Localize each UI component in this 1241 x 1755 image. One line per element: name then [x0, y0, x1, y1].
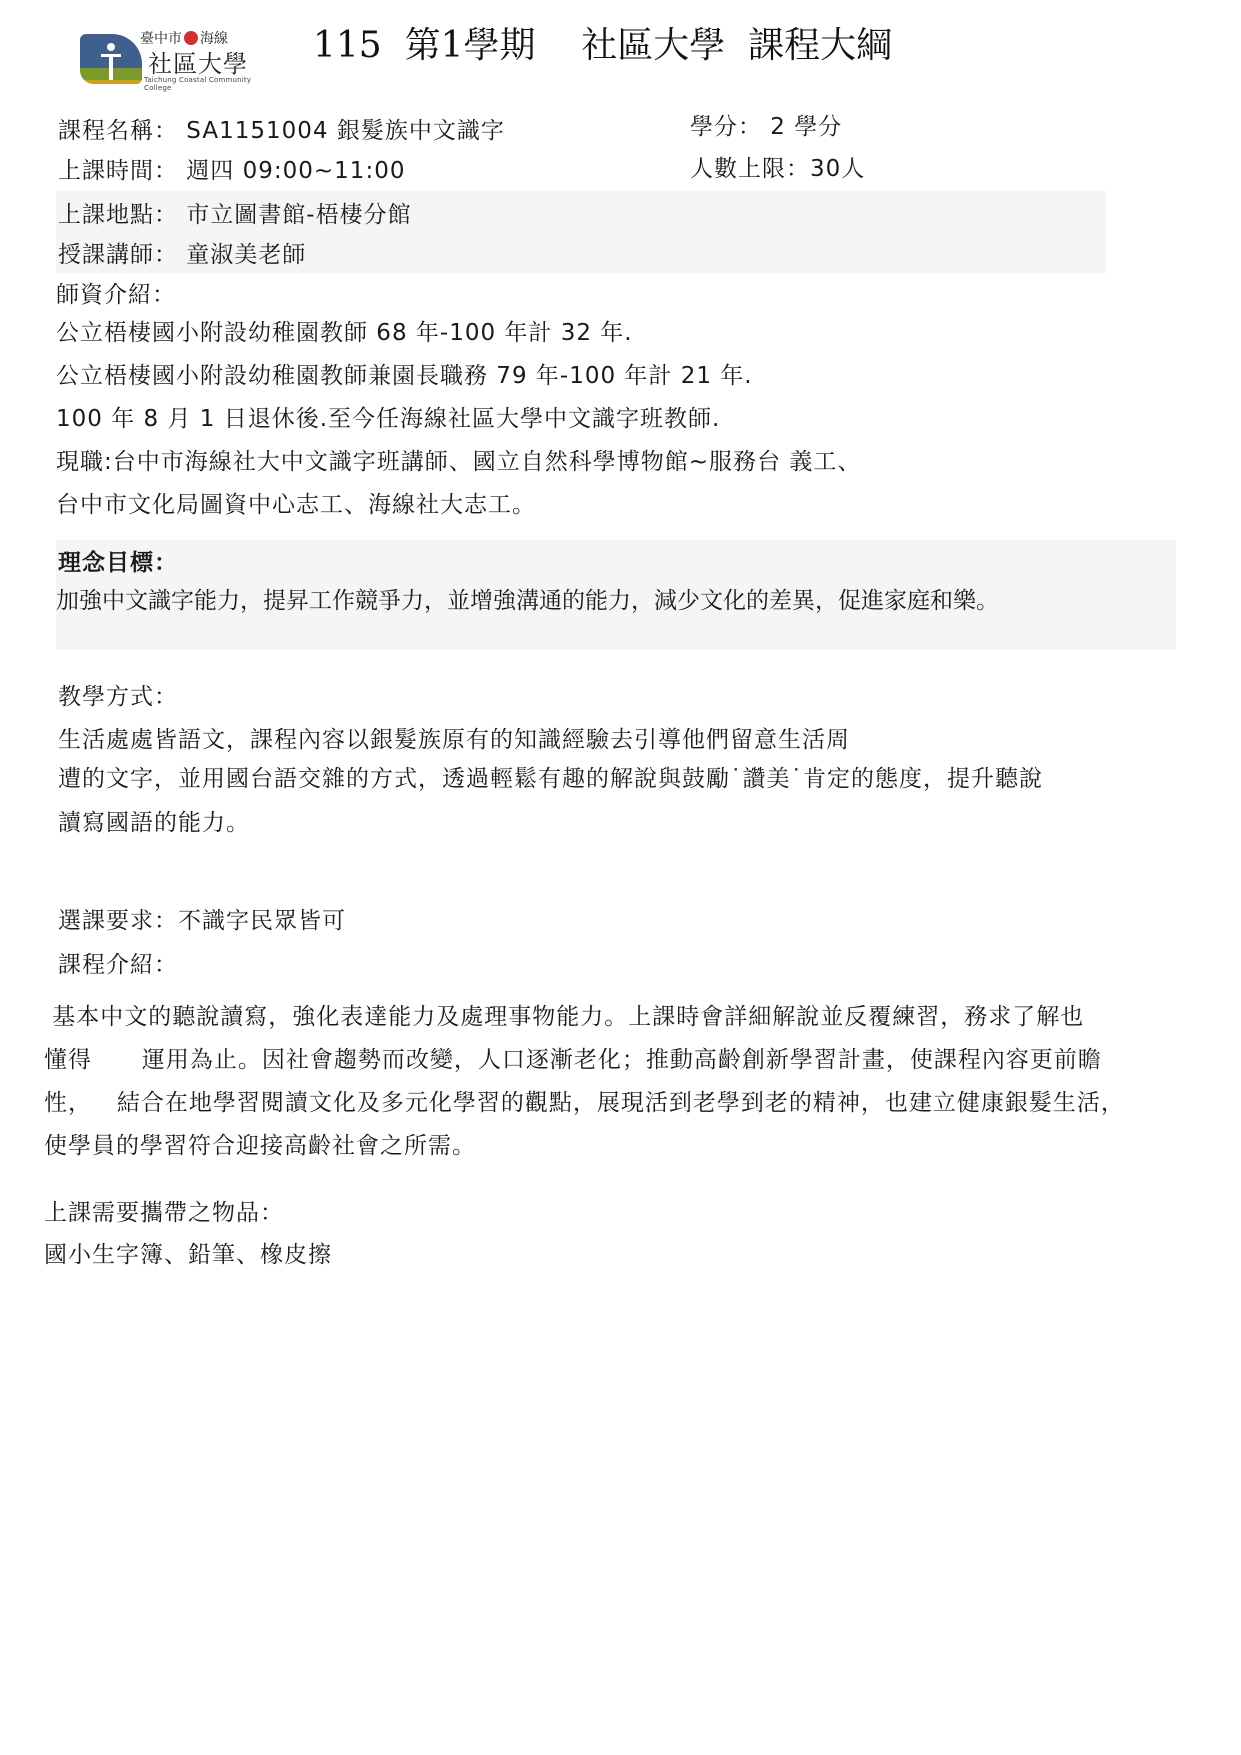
course-teacher: 授課講師： 童淑美老師 [58, 242, 307, 268]
requirements-line: 選課要求：不識字民眾皆可 [58, 908, 346, 934]
course-credits: 學分： 2 學分 [690, 114, 843, 140]
bio-heading: 師資介紹： [56, 282, 176, 308]
goals-heading: 理念目標： [58, 550, 178, 576]
intro-line: 基本中文的聽說讀寫，強化表達能力及處理事物能力。上課時會詳細解說並反覆練習，務求了解也 [44, 1004, 1085, 1030]
teaching-line: 生活處處皆語文，課程內容以銀髮族原有的知識經驗去引導他們留意生活周 [58, 727, 850, 753]
teaching-heading: 教學方式： [58, 684, 178, 710]
logo-badge-icon [184, 31, 198, 45]
page-title: 115 第1學期 社區大學 課程大綱 [313, 25, 893, 66]
materials-heading: 上課需要攜帶之物品： [44, 1200, 284, 1226]
bio-line: 台中市文化局圖資中心志工、海線社大志工。 [56, 492, 536, 518]
materials-items: 國小生字簿、鉛筆、橡皮擦 [44, 1242, 332, 1268]
bio-line: 公立梧棲國小附設幼稚園教師 68 年-100 年計 32 年. [56, 320, 633, 346]
logo-emblem [80, 34, 142, 84]
logo-name: 社區大學 [148, 50, 248, 78]
course-time: 上課時間： 週四 09:00~11:00 [58, 158, 406, 184]
teaching-line: 讀寫國語的能力。 [58, 810, 250, 836]
college-logo [80, 28, 280, 92]
intro-heading: 課程介紹： [58, 952, 178, 978]
teaching-line: 遭的文字，並用國台語交雜的方式，透過輕鬆有趣的解說與鼓勵˙讚美˙肯定的態度，提升聽說 [58, 766, 1043, 792]
bio-line: 100 年 8 月 1 日退休後.至今任海線社區大學中文識字班教師. [56, 406, 721, 432]
intro-line: 使學員的學習符合迎接高齡社會之所需。 [44, 1133, 476, 1159]
logo-subtitle: Taichung Coastal Community College [144, 76, 252, 92]
bio-line: 公立梧棲國小附設幼稚園教師兼園長職務 79 年-100 年計 21 年. [56, 363, 753, 389]
intro-line: 性， 結合在地學習閱讀文化及多元化學習的觀點，展現活到老學到老的精神，也建立健康銀髮生活， [44, 1090, 1125, 1116]
person-figure-icon [100, 42, 122, 82]
intro-line: 懂得 運用為止。因社會趨勢而改變，人口逐漸老化；推動高齡創新學習計畫，使課程內容更前瞻 [44, 1047, 1102, 1073]
course-location: 上課地點： 市立圖書館-梧棲分館 [58, 202, 412, 228]
course-name: 課程名稱： SA1151004 銀髮族中文識字 [58, 118, 505, 144]
goals-text: 加強中文識字能力，提昇工作競爭力，並增強溝通的能力，減少文化的差異，促進家庭和樂。 [56, 588, 999, 614]
bio-line: 現職:台中市海線社大中文識字班講師、國立自然科學博物館~服務台 義工、 [56, 449, 862, 475]
course-capacity: 人數上限：30人 [690, 156, 866, 182]
logo-city-text: 臺中市 海線 [140, 31, 228, 47]
